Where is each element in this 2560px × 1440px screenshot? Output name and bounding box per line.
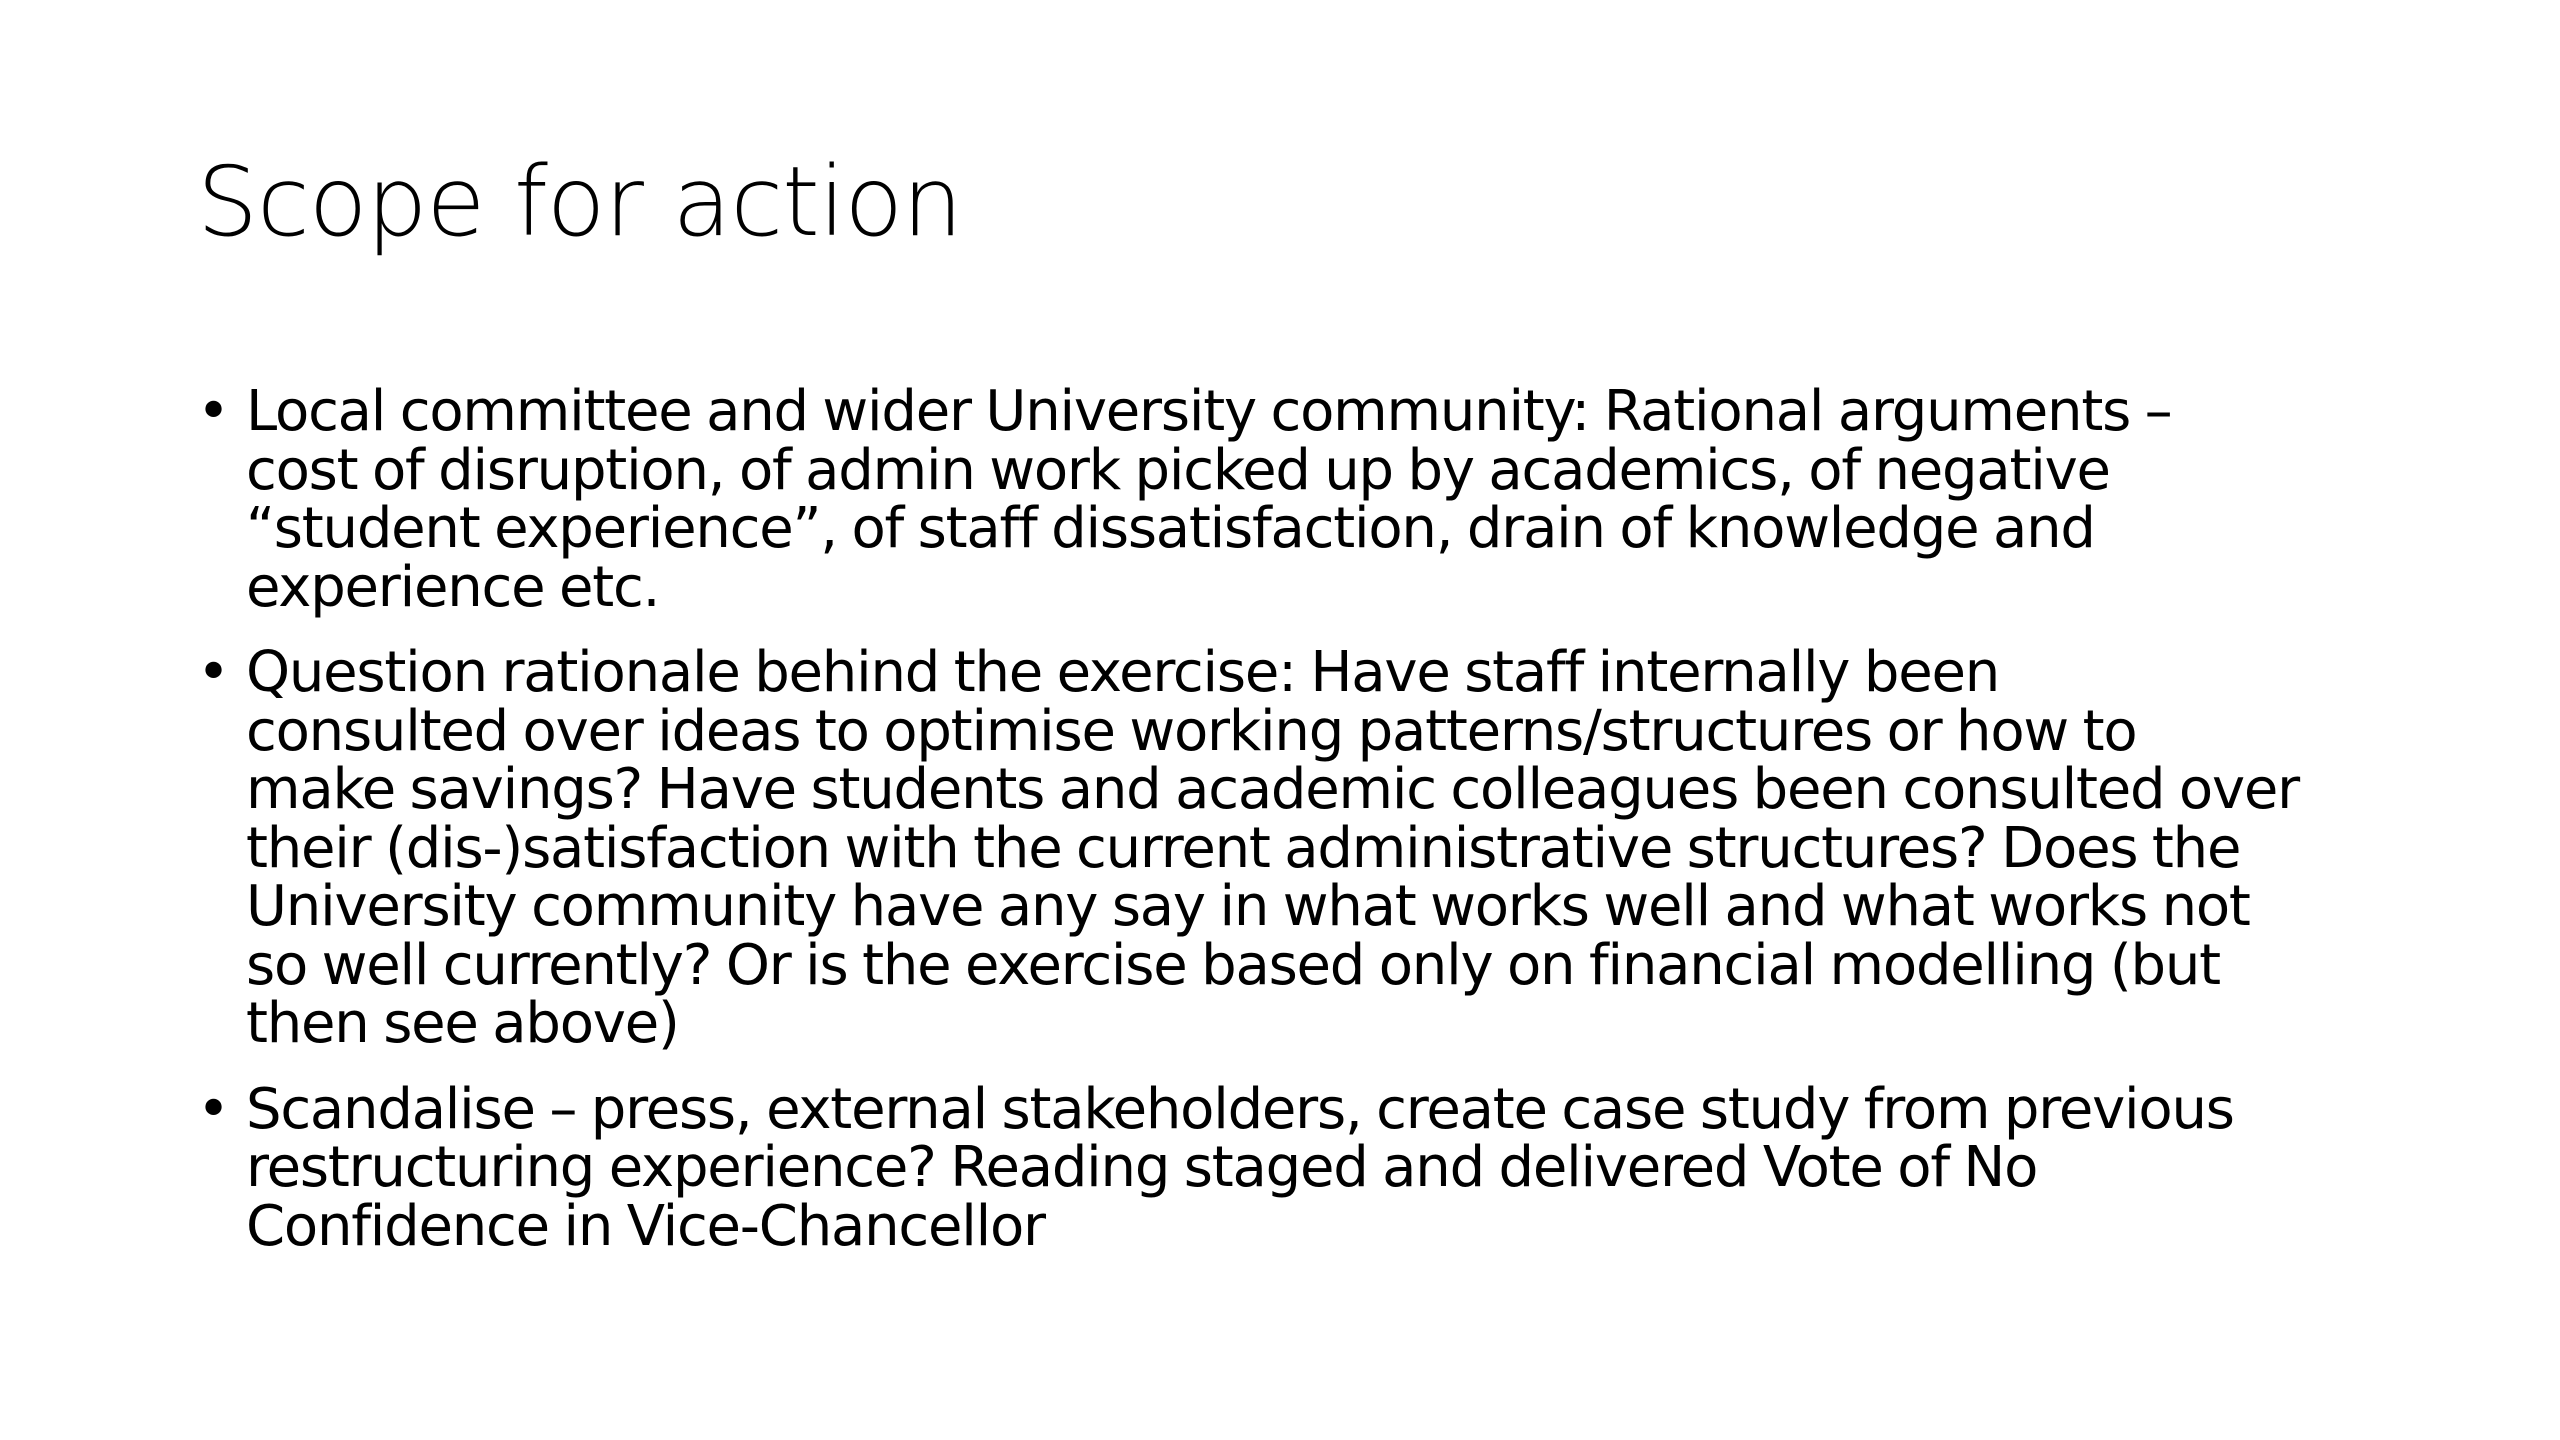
slide-title: Scope for action <box>197 146 962 258</box>
bullet-line: then see above) <box>246 991 679 1056</box>
bullet-icon: • <box>197 640 231 705</box>
bullet-line: University community have any say in what works well and what works not <box>246 874 2250 939</box>
bullet-item-question-rationale <box>197 640 2457 1056</box>
bullet-line: make savings? Have students and academic colleagues been consulted over <box>246 757 2299 822</box>
bullet-line: “student experience”, of staff dissatisfaction, drain of knowledge and <box>246 496 2095 561</box>
bullet-item-scandalise <box>197 1076 2457 1259</box>
bullet-line: Confidence in Vice-Chancellor <box>246 1193 1045 1259</box>
bullet-line: experience etc. <box>246 554 660 620</box>
bullet-line: restructuring experience? Reading staged and delivered Vote of No <box>246 1135 2038 1200</box>
bullet-line: Question rationale behind the exercise: Have staff internally been <box>246 640 1999 705</box>
bullet-line: Local committee and wider University community: Rational arguments – <box>246 379 2172 444</box>
bullet-icon: • <box>197 379 231 444</box>
bullet-line: cost of disruption, of admin work picked up by academics, of negative <box>246 437 2110 503</box>
bullet-line: Scandalise – press, external stakeholders, create case study from previous <box>246 1076 2234 1142</box>
bullet-line: their (dis-)satisfaction with the current administrative structures? Does the <box>246 815 2241 881</box>
bullet-icon: • <box>197 1076 231 1142</box>
bullet-item-local-committee <box>197 379 2457 620</box>
bullet-line: consulted over ideas to optimise working patterns/structures or how to <box>246 698 2137 764</box>
bullet-list <box>197 379 2457 1283</box>
bullet-line: so well currently? Or is the exercise based only on financial modelling (but <box>246 932 2220 998</box>
